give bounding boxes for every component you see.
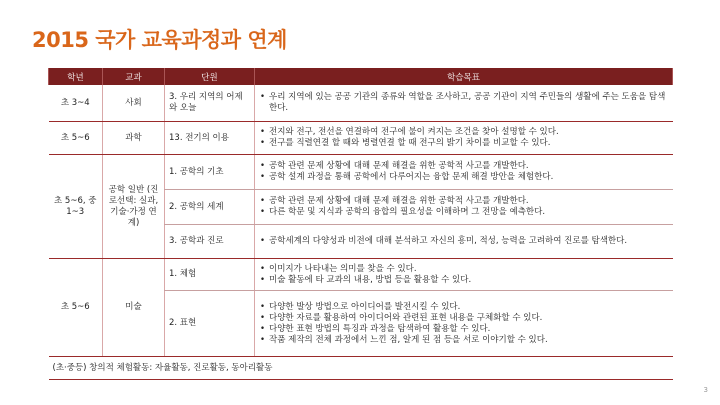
- goal-list: [259, 127, 669, 149]
- goals-cell: [255, 122, 673, 155]
- grade-cell: 초 5~6, 중 1~3: [49, 155, 103, 259]
- table-row: [49, 259, 673, 291]
- unit-cell: 2. 표현: [165, 291, 255, 357]
- goals-cell: [255, 85, 673, 122]
- unit-cell: 13. 전기의 이용: [165, 122, 255, 155]
- header-subject: 교과: [103, 68, 165, 85]
- goal-item: • 다양한 발상 방법으로 아이디어를 발전시킬 수 있다.: [259, 302, 669, 313]
- grade-cell: 초 5~6: [49, 122, 103, 155]
- goal-item: • 다른 학문 및 지식과 공학의 융합의 필요성을 이해하며 그 전망을 예측한다.: [259, 207, 669, 218]
- goal-list: [259, 196, 669, 218]
- subject-cell: 과학: [103, 122, 165, 155]
- table-footer-row: [49, 357, 673, 380]
- goal-item: • 우리 지역에 있는 공공 기관의 종류와 역할을 조사하고, 공공 기관이 지역 주민들의 생활에 주는 도움을 탐색한다.: [259, 92, 669, 114]
- goal-item: • 공학 설계 과정을 통해 공학에서 다루어지는 융합 문제 해결 방안을 체험한다.: [259, 172, 669, 183]
- unit-cell: 1. 체험: [165, 259, 255, 291]
- goal-item: • 공학 관련 문제 상황에 대해 문제 해결을 위한 공학적 사고를 개발한다.: [259, 161, 669, 172]
- goal-item: • 공학 관련 문제 상황에 대해 문제 해결을 위한 공학적 사고를 개발한다.: [259, 196, 669, 207]
- footer-note: (초·중등) 창의적 체험활동: 자율활동, 진로활동, 동아리활동: [49, 357, 673, 380]
- header-goals: 학습목표: [255, 68, 673, 85]
- grade-cell: 초 3~4: [49, 85, 103, 122]
- goal-item: • 미술 활동에 타 교과의 내용, 방법 등을 활용할 수 있다.: [259, 275, 669, 286]
- unit-cell: 3. 공학과 진로: [165, 225, 255, 259]
- goals-cell: [255, 155, 673, 190]
- goal-item: • 다양한 자료를 활용하여 아이디어와 관련된 표현 내용을 구체화할 수 있다.: [259, 313, 669, 324]
- goal-list: [259, 92, 669, 114]
- goal-list: [259, 161, 669, 183]
- goals-cell: [255, 225, 673, 259]
- table-row: [49, 122, 673, 155]
- goal-list: [259, 264, 669, 286]
- header-unit: 단원: [165, 68, 255, 85]
- goal-list: [259, 302, 669, 346]
- goals-cell: [255, 259, 673, 291]
- header-grade: 학년: [49, 68, 103, 85]
- goal-item: • 이미지가 나타내는 의미를 찾을 수 있다.: [259, 264, 669, 275]
- unit-cell: 3. 우리 지역의 어제와 오늘: [165, 85, 255, 122]
- subject-cell: 공학 일반 (진로선택: 실과, 기술·가정 연계): [103, 155, 165, 259]
- subject-cell: 사회: [103, 85, 165, 122]
- unit-cell: 2. 공학의 세계: [165, 190, 255, 225]
- curriculum-table-container: [48, 68, 672, 380]
- grade-cell: 초 5~6: [49, 259, 103, 357]
- goal-list: [259, 236, 669, 247]
- table-row: [49, 155, 673, 190]
- goals-cell: [255, 291, 673, 357]
- slide-title: 2015 국가 교육과정과 연계: [32, 28, 287, 52]
- goal-item: • 전지와 전구, 전선을 연결하여 전구에 불이 켜지는 조건을 찾아 설명할 수 있다.: [259, 127, 669, 138]
- table-row: [49, 85, 673, 122]
- goal-item: • 전구를 직렬연결 할 때와 병렬연결 할 때 전구의 밝기 차이를 비교할 수 있다.: [259, 138, 669, 149]
- subject-cell: 미술: [103, 259, 165, 357]
- goal-item: • 작품 제작의 전체 과정에서 느낀 점, 알게 된 점 등을 서로 이야기할 수 있다.: [259, 335, 669, 346]
- goal-item: • 다양한 표현 방법의 특징과 과정을 탐색하여 활용할 수 있다.: [259, 324, 669, 335]
- curriculum-table: [48, 68, 673, 380]
- page-number: 3: [703, 386, 708, 394]
- table-header-row: [49, 68, 673, 85]
- unit-cell: 1. 공학의 기초: [165, 155, 255, 190]
- goal-item: • 공학세계의 다양성과 비전에 대해 분석하고 자신의 흥미, 적성, 능력을 고려하여 진로를 탐색한다.: [259, 236, 669, 247]
- goals-cell: [255, 190, 673, 225]
